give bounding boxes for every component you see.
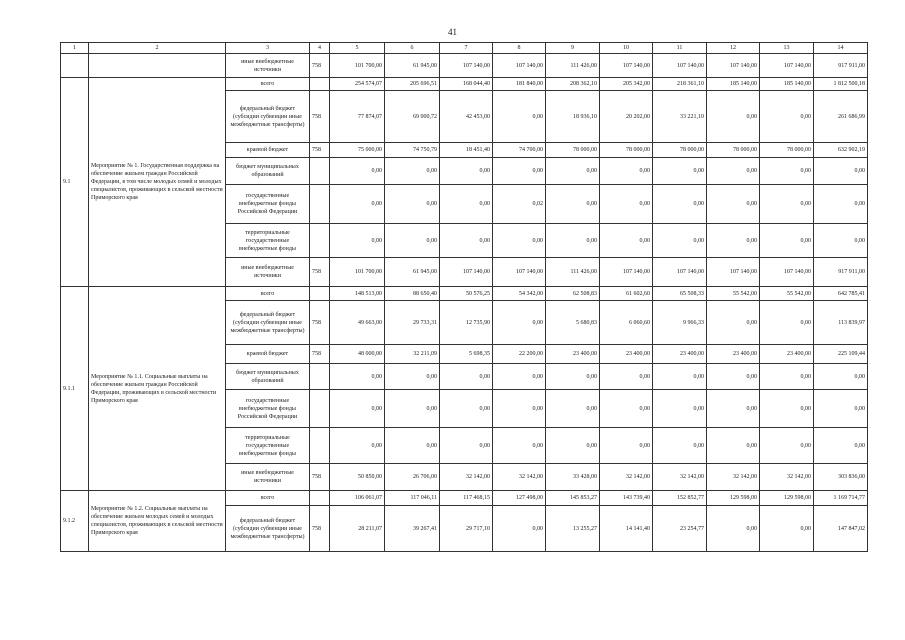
- amount-cell: 0,00: [546, 185, 600, 224]
- amount-cell: 0,00: [493, 364, 546, 390]
- amount-cell: 0,00: [493, 224, 546, 258]
- funding-source: государственные внебюджетные фонды Российской Федерации: [226, 390, 310, 428]
- amount-cell: 0,00: [814, 428, 868, 464]
- amount-cell: 117 468,15: [440, 491, 493, 506]
- column-number: 4: [310, 43, 330, 54]
- amount-cell: 148 513,00: [330, 287, 385, 301]
- amount-cell: 0,00: [330, 224, 385, 258]
- amount-cell: 0,00: [440, 364, 493, 390]
- event-description: Мероприятие № 1. Государственная поддержка на обеспечение жильем граждан Российской Федерации, в том числе молодых семей и молодых специалистов, проживающих в сельской местности Приморского края: [89, 78, 226, 287]
- amount-cell: 20 202,00: [600, 91, 653, 143]
- table-body: [61, 43, 868, 552]
- amount-cell: 0,00: [814, 364, 868, 390]
- funding-source: иные внебюджетные источники: [226, 464, 310, 491]
- amount-cell: 0,00: [493, 506, 546, 552]
- amount-cell: 107 140,00: [440, 54, 493, 78]
- amount-cell: 0,00: [814, 185, 868, 224]
- event-description: [89, 54, 226, 78]
- amount-cell: 0,00: [600, 428, 653, 464]
- amount-cell: 61 602,60: [600, 287, 653, 301]
- amount-cell: 0,00: [493, 158, 546, 185]
- amount-cell: 113 839,97: [814, 301, 868, 345]
- amount-cell: 0,00: [653, 364, 707, 390]
- amount-cell: 0,00: [707, 158, 760, 185]
- amount-cell: 303 836,00: [814, 464, 868, 491]
- amount-cell: 32 142,00: [760, 464, 814, 491]
- amount-cell: 0,00: [707, 301, 760, 345]
- budget-code: 758: [310, 258, 330, 287]
- budget-table: [60, 42, 868, 552]
- budget-code: [310, 158, 330, 185]
- amount-cell: 107 140,00: [760, 258, 814, 287]
- amount-cell: 261 686,99: [814, 91, 868, 143]
- amount-cell: 0,00: [600, 224, 653, 258]
- amount-cell: 0,00: [330, 364, 385, 390]
- amount-cell: 50 576,25: [440, 287, 493, 301]
- event-number: [61, 54, 89, 78]
- amount-cell: 0,00: [385, 428, 440, 464]
- amount-cell: 101 700,00: [330, 54, 385, 78]
- table-row: [61, 491, 868, 506]
- amount-cell: 0,00: [493, 91, 546, 143]
- amount-cell: 29 733,31: [385, 301, 440, 345]
- amount-cell: 225 109,44: [814, 345, 868, 364]
- column-number: 5: [330, 43, 385, 54]
- budget-code: 758: [310, 143, 330, 158]
- amount-cell: 33 221,10: [653, 91, 707, 143]
- amount-cell: 23 400,00: [707, 345, 760, 364]
- funding-source: федеральный бюджет (субсидии субвенции иные межбюджетные трансферты): [226, 301, 310, 345]
- amount-cell: 107 140,00: [493, 54, 546, 78]
- budget-code: 758: [310, 506, 330, 552]
- amount-cell: 74 700,00: [493, 143, 546, 158]
- amount-cell: 0,00: [546, 428, 600, 464]
- amount-cell: 1 169 714,77: [814, 491, 868, 506]
- amount-cell: 632 902,19: [814, 143, 868, 158]
- amount-cell: 75 000,00: [330, 143, 385, 158]
- funding-source: всего: [226, 491, 310, 506]
- funding-source: всего: [226, 287, 310, 301]
- column-number: 1: [61, 43, 89, 54]
- amount-cell: 147 847,02: [814, 506, 868, 552]
- amount-cell: 0,00: [707, 390, 760, 428]
- amount-cell: 254 574,07: [330, 78, 385, 91]
- funding-source: территориальные государственные внебюджетные фонды: [226, 224, 310, 258]
- funding-source: федеральный бюджет (субсидии субвенции иные межбюджетные трансферты): [226, 91, 310, 143]
- funding-source: территориальные государственные внебюджетные фонды: [226, 428, 310, 464]
- column-number: 11: [653, 43, 707, 54]
- amount-cell: 0,00: [653, 224, 707, 258]
- budget-code: [310, 491, 330, 506]
- amount-cell: 0,00: [707, 428, 760, 464]
- budget-code: 758: [310, 54, 330, 78]
- amount-cell: 62 508,83: [546, 287, 600, 301]
- amount-cell: 0,00: [653, 428, 707, 464]
- amount-cell: 143 739,40: [600, 491, 653, 506]
- amount-cell: 145 853,27: [546, 491, 600, 506]
- amount-cell: 101 700,00: [330, 258, 385, 287]
- amount-cell: 78 000,00: [760, 143, 814, 158]
- funding-source: всего: [226, 78, 310, 91]
- amount-cell: 0,00: [760, 301, 814, 345]
- budget-code: [310, 78, 330, 91]
- event-number: 9.1.1: [61, 287, 89, 491]
- event-description: Мероприятие № 1.1. Социальные выплаты на обеспечение жильем граждан Российской Федерации, проживающих в сельской местности Приморского края: [89, 287, 226, 491]
- amount-cell: 107 140,00: [707, 258, 760, 287]
- amount-cell: 0,00: [440, 158, 493, 185]
- amount-cell: 117 046,11: [385, 491, 440, 506]
- amount-cell: 0,00: [814, 390, 868, 428]
- amount-cell: 0,00: [493, 301, 546, 345]
- amount-cell: 0,00: [760, 390, 814, 428]
- amount-cell: 14 141,40: [600, 506, 653, 552]
- funding-source: краевой бюджет: [226, 345, 310, 364]
- column-number: 9: [546, 43, 600, 54]
- amount-cell: 0,00: [330, 390, 385, 428]
- amount-cell: 5 698,35: [440, 345, 493, 364]
- amount-cell: 0,00: [440, 428, 493, 464]
- amount-cell: 205 696,51: [385, 78, 440, 91]
- column-number: 8: [493, 43, 546, 54]
- amount-cell: 0,00: [760, 185, 814, 224]
- amount-cell: 0,00: [546, 364, 600, 390]
- column-number: 12: [707, 43, 760, 54]
- amount-cell: 107 140,00: [707, 54, 760, 78]
- column-number: 6: [385, 43, 440, 54]
- page-number: 41: [448, 27, 457, 37]
- amount-cell: 0,00: [814, 224, 868, 258]
- amount-cell: 107 140,00: [760, 54, 814, 78]
- amount-cell: 107 140,00: [653, 54, 707, 78]
- amount-cell: 218 361,10: [653, 78, 707, 91]
- amount-cell: 0,00: [653, 185, 707, 224]
- amount-cell: 0,00: [707, 224, 760, 258]
- amount-cell: 205 342,00: [600, 78, 653, 91]
- table-row: [61, 54, 868, 78]
- amount-cell: 0,00: [707, 364, 760, 390]
- amount-cell: 0,00: [707, 506, 760, 552]
- amount-cell: 32 142,00: [653, 464, 707, 491]
- amount-cell: 917 911,00: [814, 54, 868, 78]
- amount-cell: 78 000,00: [653, 143, 707, 158]
- amount-cell: 6 060,60: [600, 301, 653, 345]
- table-row: [61, 78, 868, 91]
- amount-cell: 33 428,00: [546, 464, 600, 491]
- budget-code: [310, 287, 330, 301]
- amount-cell: 0,02: [493, 185, 546, 224]
- amount-cell: 168 044,40: [440, 78, 493, 91]
- amount-cell: 12 735,90: [440, 301, 493, 345]
- amount-cell: 23 400,00: [760, 345, 814, 364]
- amount-cell: 32 142,00: [707, 464, 760, 491]
- amount-cell: 0,00: [385, 224, 440, 258]
- amount-cell: 78 000,00: [600, 143, 653, 158]
- amount-cell: 129 598,00: [760, 491, 814, 506]
- amount-cell: 0,00: [653, 158, 707, 185]
- amount-cell: 65 508,33: [653, 287, 707, 301]
- amount-cell: 0,00: [760, 91, 814, 143]
- amount-cell: 18 451,40: [440, 143, 493, 158]
- table-row: [61, 287, 868, 301]
- budget-code: [310, 364, 330, 390]
- funding-source: федеральный бюджет (субсидии субвенции иные межбюджетные трансферты): [226, 506, 310, 552]
- amount-cell: 0,00: [760, 506, 814, 552]
- amount-cell: 61 945,00: [385, 54, 440, 78]
- amount-cell: 32 142,00: [440, 464, 493, 491]
- amount-cell: 107 140,00: [653, 258, 707, 287]
- amount-cell: 0,00: [546, 390, 600, 428]
- amount-cell: 23 254,77: [653, 506, 707, 552]
- amount-cell: 129 598,00: [707, 491, 760, 506]
- event-number: 9.1: [61, 78, 89, 287]
- amount-cell: 23 400,00: [546, 345, 600, 364]
- amount-cell: 69 000,72: [385, 91, 440, 143]
- amount-cell: 107 140,00: [600, 258, 653, 287]
- amount-cell: 61 945,00: [385, 258, 440, 287]
- amount-cell: 107 140,00: [600, 54, 653, 78]
- amount-cell: 0,00: [440, 390, 493, 428]
- column-number: 14: [814, 43, 868, 54]
- amount-cell: 55 542,00: [760, 287, 814, 301]
- amount-cell: 23 400,00: [653, 345, 707, 364]
- amount-cell: 111 426,00: [546, 54, 600, 78]
- amount-cell: 0,00: [814, 158, 868, 185]
- amount-cell: 0,00: [546, 158, 600, 185]
- amount-cell: 48 000,00: [330, 345, 385, 364]
- amount-cell: 42 453,00: [440, 91, 493, 143]
- amount-cell: 18 936,10: [546, 91, 600, 143]
- funding-source: краевой бюджет: [226, 143, 310, 158]
- amount-cell: 185 140,00: [760, 78, 814, 91]
- amount-cell: 28 211,07: [330, 506, 385, 552]
- budget-code: 758: [310, 301, 330, 345]
- column-number: 13: [760, 43, 814, 54]
- budget-code: 758: [310, 464, 330, 491]
- amount-cell: 0,00: [440, 224, 493, 258]
- amount-cell: 0,00: [385, 185, 440, 224]
- amount-cell: 77 874,07: [330, 91, 385, 143]
- amount-cell: 5 680,83: [546, 301, 600, 345]
- column-number: 3: [226, 43, 310, 54]
- amount-cell: 29 717,10: [440, 506, 493, 552]
- amount-cell: 0,00: [600, 390, 653, 428]
- amount-cell: 32 211,09: [385, 345, 440, 364]
- amount-cell: 0,00: [385, 390, 440, 428]
- amount-cell: 0,00: [760, 364, 814, 390]
- amount-cell: 0,00: [760, 158, 814, 185]
- budget-code: [310, 224, 330, 258]
- amount-cell: 0,00: [600, 364, 653, 390]
- funding-source: государственные внебюджетные фонды Российской Федерации: [226, 185, 310, 224]
- amount-cell: 39 267,41: [385, 506, 440, 552]
- budget-code: [310, 390, 330, 428]
- amount-cell: 22 200,00: [493, 345, 546, 364]
- amount-cell: 0,00: [760, 224, 814, 258]
- amount-cell: 0,00: [330, 158, 385, 185]
- amount-cell: 32 142,00: [493, 464, 546, 491]
- amount-cell: 74 750,79: [385, 143, 440, 158]
- funding-source: иные внебюджетные источники: [226, 54, 310, 78]
- event-number: 9.1.2: [61, 491, 89, 552]
- amount-cell: 0,00: [440, 185, 493, 224]
- amount-cell: 0,00: [707, 185, 760, 224]
- amount-cell: 0,00: [385, 158, 440, 185]
- column-number: 10: [600, 43, 653, 54]
- amount-cell: 49 663,00: [330, 301, 385, 345]
- amount-cell: 9 966,33: [653, 301, 707, 345]
- amount-cell: 0,00: [653, 390, 707, 428]
- amount-cell: 0,00: [546, 224, 600, 258]
- budget-code: [310, 428, 330, 464]
- amount-cell: 78 000,00: [707, 143, 760, 158]
- amount-cell: 0,00: [385, 364, 440, 390]
- amount-cell: 55 542,00: [707, 287, 760, 301]
- amount-cell: 0,00: [330, 185, 385, 224]
- amount-cell: 111 426,00: [546, 258, 600, 287]
- amount-cell: 0,00: [600, 158, 653, 185]
- amount-cell: 107 140,00: [493, 258, 546, 287]
- amount-cell: 1 812 500,18: [814, 78, 868, 91]
- amount-cell: 181 840,00: [493, 78, 546, 91]
- amount-cell: 26 706,00: [385, 464, 440, 491]
- amount-cell: 0,00: [493, 390, 546, 428]
- amount-cell: 32 142,00: [600, 464, 653, 491]
- funding-source: бюджет муниципальных образований: [226, 364, 310, 390]
- amount-cell: 78 000,00: [546, 143, 600, 158]
- event-description: Мероприятие № 1.2. Социальные выплаты на обеспечение жильем молодых семей и молодых специалистов, проживающих в сельской местности Приморского края: [89, 491, 226, 552]
- column-number: 2: [89, 43, 226, 54]
- budget-code: 758: [310, 91, 330, 143]
- column-number: 7: [440, 43, 493, 54]
- amount-cell: 208 362,10: [546, 78, 600, 91]
- budget-code: 758: [310, 345, 330, 364]
- amount-cell: 54 342,00: [493, 287, 546, 301]
- funding-source: иные внебюджетные источники: [226, 258, 310, 287]
- amount-cell: 88 650,40: [385, 287, 440, 301]
- column-number-row: [61, 43, 868, 54]
- amount-cell: 152 852,77: [653, 491, 707, 506]
- funding-source: бюджет муниципальных образований: [226, 158, 310, 185]
- budget-code: [310, 185, 330, 224]
- amount-cell: 0,00: [707, 91, 760, 143]
- amount-cell: 642 785,41: [814, 287, 868, 301]
- amount-cell: 0,00: [330, 428, 385, 464]
- amount-cell: 107 140,00: [440, 258, 493, 287]
- amount-cell: 0,00: [600, 185, 653, 224]
- amount-cell: 50 850,00: [330, 464, 385, 491]
- amount-cell: 13 255,27: [546, 506, 600, 552]
- amount-cell: 23 400,00: [600, 345, 653, 364]
- amount-cell: 0,00: [493, 428, 546, 464]
- amount-cell: 917 911,00: [814, 258, 868, 287]
- amount-cell: 127 498,00: [493, 491, 546, 506]
- amount-cell: 106 061,07: [330, 491, 385, 506]
- amount-cell: 0,00: [760, 428, 814, 464]
- amount-cell: 185 140,00: [707, 78, 760, 91]
